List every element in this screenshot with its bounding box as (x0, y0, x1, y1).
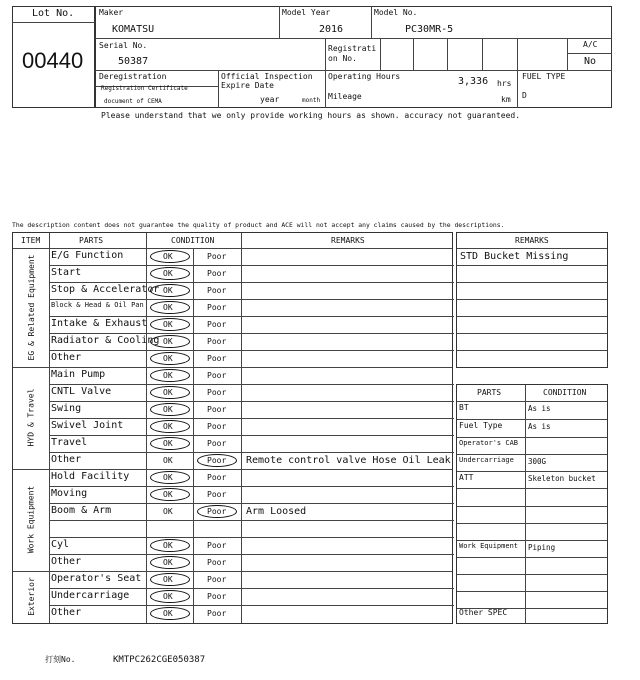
row-divider (49, 588, 454, 589)
part-name: Operator's Seat (51, 573, 142, 584)
ok-selected-mark (150, 573, 190, 586)
side-part-name: Undercarriage (459, 456, 514, 464)
row-divider (49, 452, 454, 453)
part-name: CNTL Valve (51, 386, 112, 397)
registration-label: Registration No. (328, 44, 377, 63)
row-divider (457, 540, 607, 541)
lot-label: Lot No. (32, 8, 75, 19)
part-name: Other (51, 556, 82, 567)
row-divider (457, 506, 607, 507)
poor-option: Poor (207, 558, 227, 567)
ac-value: No (584, 56, 597, 67)
side-part-condition: 300G (528, 457, 547, 466)
row-divider (49, 265, 454, 266)
lot-number: 00440 (22, 48, 84, 73)
ok-selected-mark (150, 607, 190, 620)
side-part-name: Work Equipment (459, 542, 519, 550)
group-divider (13, 571, 452, 572)
ok-selected-mark (150, 471, 190, 484)
row-divider (49, 418, 454, 419)
ac-label: A/C (583, 40, 598, 49)
line-divider (457, 333, 607, 334)
fuel-type-label: FUEL TYPE (522, 72, 566, 81)
poor-option: Poor (207, 541, 227, 550)
part-name: Hold Facility (51, 471, 130, 482)
ok-selected-mark (150, 386, 190, 399)
row-divider (49, 282, 454, 283)
poor-option: Poor (207, 286, 227, 295)
part-name: Block & Head & Oil Pan (51, 301, 144, 309)
ok-option: OK (163, 473, 173, 482)
official-inspection-label: Official Inspection (221, 72, 313, 81)
model-year-label: Model Year (282, 8, 331, 17)
line-divider (457, 265, 607, 266)
serial-value: 50387 (118, 56, 149, 67)
row-divider (49, 554, 454, 555)
row-divider (49, 401, 454, 402)
side-part-name: Other SPEC (459, 608, 508, 617)
poor-option: Poor (207, 473, 227, 482)
row-divider (457, 557, 607, 558)
row-divider (49, 316, 454, 317)
engraved-number: KMTPC262CGE050387 (113, 655, 206, 665)
side-parts-header: PARTS (477, 388, 502, 397)
ok-option: OK (163, 252, 173, 261)
registration-certificate-label: Registration Certificate (101, 85, 188, 92)
row-divider (49, 350, 454, 351)
row-remarks: Arm Loosed (246, 506, 307, 517)
side-part-name: Operator's CAB (459, 439, 519, 447)
group-divider (13, 469, 452, 470)
hours-notice: Please understand that we only provide working hours as shown. accuracy not guaranteed. (101, 111, 521, 120)
part-name: Travel (51, 437, 88, 448)
col-divider (49, 233, 50, 623)
ok-selected-mark (150, 318, 190, 331)
condition-header: CONDITION (171, 236, 215, 245)
part-name: Undercarriage (51, 590, 130, 601)
ok-option: OK (163, 337, 173, 346)
group-divider (13, 367, 452, 368)
ok-selected-mark (150, 284, 190, 297)
row-divider (49, 384, 454, 385)
serial-label: Serial No. (99, 41, 148, 50)
part-name: E/G Function (51, 250, 124, 261)
poor-option: Poor (207, 456, 227, 465)
ok-selected-mark (150, 556, 190, 569)
ok-selected-mark (150, 403, 190, 416)
poor-option: Poor (207, 609, 227, 618)
ok-selected-mark (150, 335, 190, 348)
side-part-condition: Piping (528, 543, 556, 552)
part-name: Start (51, 267, 82, 278)
group-label: EG & Related Equipment (26, 254, 36, 360)
expire-date-label: Expire Date (221, 81, 274, 90)
poor-option: Poor (207, 439, 227, 448)
part-name: Cyl (51, 539, 70, 550)
poor-option: Poor (207, 320, 227, 329)
poor-option: Poor (207, 354, 227, 363)
poor-option: Poor (207, 388, 227, 397)
poor-option: Poor (207, 252, 227, 261)
month-label: month (302, 97, 321, 104)
group-label: Exterior (26, 576, 36, 616)
row-divider (49, 299, 454, 300)
hrs-label: hrs (497, 79, 512, 88)
ok-option: OK (163, 541, 173, 550)
side-condition-header: CONDITION (543, 388, 587, 397)
row-divider (457, 523, 607, 524)
fuel-type-value: D (522, 91, 527, 100)
ok-option: OK (163, 405, 173, 414)
ok-option: OK (163, 371, 173, 380)
model-no-value: PC30MR-5 (405, 24, 454, 35)
poor-option: Poor (207, 507, 227, 516)
part-name: Main Pump (51, 369, 106, 380)
ok-option: OK (163, 354, 173, 363)
remarks-header: REMARKS (331, 236, 365, 245)
poor-selected-mark (197, 505, 237, 518)
poor-option: Poor (207, 490, 227, 499)
side-part-condition: As is (528, 422, 551, 431)
row-divider (457, 471, 607, 472)
model-no-label: Model No. (374, 8, 418, 17)
ok-selected-mark (150, 267, 190, 280)
ok-selected-mark (150, 437, 190, 450)
parts-condition-table (456, 384, 608, 624)
poor-option: Poor (207, 303, 227, 312)
row-divider (49, 503, 454, 504)
ok-option: OK (163, 507, 173, 516)
header-divider (13, 248, 452, 249)
side-part-condition: As is (528, 404, 551, 413)
part-name: Intake & Exhaust (51, 318, 148, 329)
part-name: Swivel Joint (51, 420, 124, 431)
ok-option: OK (163, 286, 173, 295)
ok-option: OK (163, 303, 173, 312)
ok-option: OK (163, 490, 173, 499)
row-divider (457, 574, 607, 575)
row-remarks: Remote control valve Hose Oil Leak (246, 455, 451, 466)
ok-option: OK (163, 575, 173, 584)
row-divider (457, 437, 607, 438)
poor-selected-mark (197, 454, 237, 467)
maker-label: Maker (99, 8, 124, 17)
header-divider (457, 401, 607, 402)
ok-option: OK (163, 609, 173, 618)
ok-option: OK (163, 439, 173, 448)
col-divider (525, 385, 526, 623)
ok-selected-mark (150, 369, 190, 382)
ok-selected-mark (150, 250, 190, 263)
disclaimer-text: The description content does not guarantee the quality of product and ACE will not accept any claims caused by the descriptions. (12, 221, 505, 229)
inspection-table (12, 232, 453, 624)
part-name: Moving (51, 488, 88, 499)
model-year-value: 2016 (319, 24, 344, 35)
maker-value: KOMATSU (112, 24, 155, 35)
km-label: km (501, 95, 511, 104)
row-divider (49, 486, 454, 487)
side-part-name: BT (459, 403, 469, 412)
row-divider (49, 333, 454, 334)
ok-option: OK (163, 558, 173, 567)
poor-option: Poor (207, 405, 227, 414)
operating-hours-label: Operating Hours (328, 72, 401, 81)
side-part-condition: Skeleton bucket (528, 474, 596, 483)
part-name: Boom & Arm (51, 505, 112, 516)
ok-option: OK (163, 456, 173, 465)
mileage-label: Mileage (328, 92, 362, 101)
ok-option: OK (163, 422, 173, 431)
part-name: Swing (51, 403, 82, 414)
col-divider (241, 233, 242, 623)
ok-option: OK (163, 320, 173, 329)
remarks-side-table (456, 232, 608, 368)
row-divider (457, 488, 607, 489)
line-divider (457, 299, 607, 300)
group-label: Work Equipment (26, 485, 36, 554)
row-divider (49, 435, 454, 436)
part-name: Stop & Accelerator (51, 284, 160, 295)
ok-option: OK (163, 592, 173, 601)
year-label: year (260, 95, 280, 104)
row-divider (49, 537, 454, 538)
side-remark-line: STD Bucket Missing (460, 251, 569, 262)
group-label: HYD & Travel (26, 388, 36, 447)
ok-option: OK (163, 269, 173, 278)
ok-option: OK (163, 388, 173, 397)
poor-option: Poor (207, 337, 227, 346)
line-divider (457, 350, 607, 351)
part-name: Other (51, 352, 82, 363)
engraved-label: 打刻No. (45, 655, 76, 664)
ok-selected-mark (150, 352, 190, 365)
cema-label: document of CEMA (104, 98, 162, 105)
part-name: Radiator & Cooling (51, 335, 160, 346)
ok-selected-mark (150, 301, 190, 314)
line-divider (457, 282, 607, 283)
row-divider (49, 605, 454, 606)
part-name: Other (51, 607, 82, 618)
operating-hours-value: 3,336 (458, 76, 489, 87)
parts-header: PARTS (79, 236, 104, 245)
header-divider (457, 248, 607, 249)
side-remarks-header: REMARKS (515, 236, 549, 245)
poor-option: Poor (207, 422, 227, 431)
part-name: Other (51, 454, 82, 465)
row-divider (49, 520, 454, 521)
row-divider (457, 419, 607, 420)
side-part-name: ATT (459, 473, 474, 482)
ok-selected-mark (150, 420, 190, 433)
item-header: ITEM (21, 236, 41, 245)
ok-selected-mark (150, 488, 190, 501)
row-divider (457, 454, 607, 455)
side-part-name: Fuel Type (459, 421, 503, 430)
ok-selected-mark (150, 590, 190, 603)
poor-option: Poor (207, 592, 227, 601)
ok-selected-mark (150, 539, 190, 552)
poor-option: Poor (207, 269, 227, 278)
line-divider (457, 316, 607, 317)
poor-option: Poor (207, 575, 227, 584)
poor-option: Poor (207, 371, 227, 380)
row-divider (457, 591, 607, 592)
deregistration-label: Deregistration (99, 72, 167, 81)
